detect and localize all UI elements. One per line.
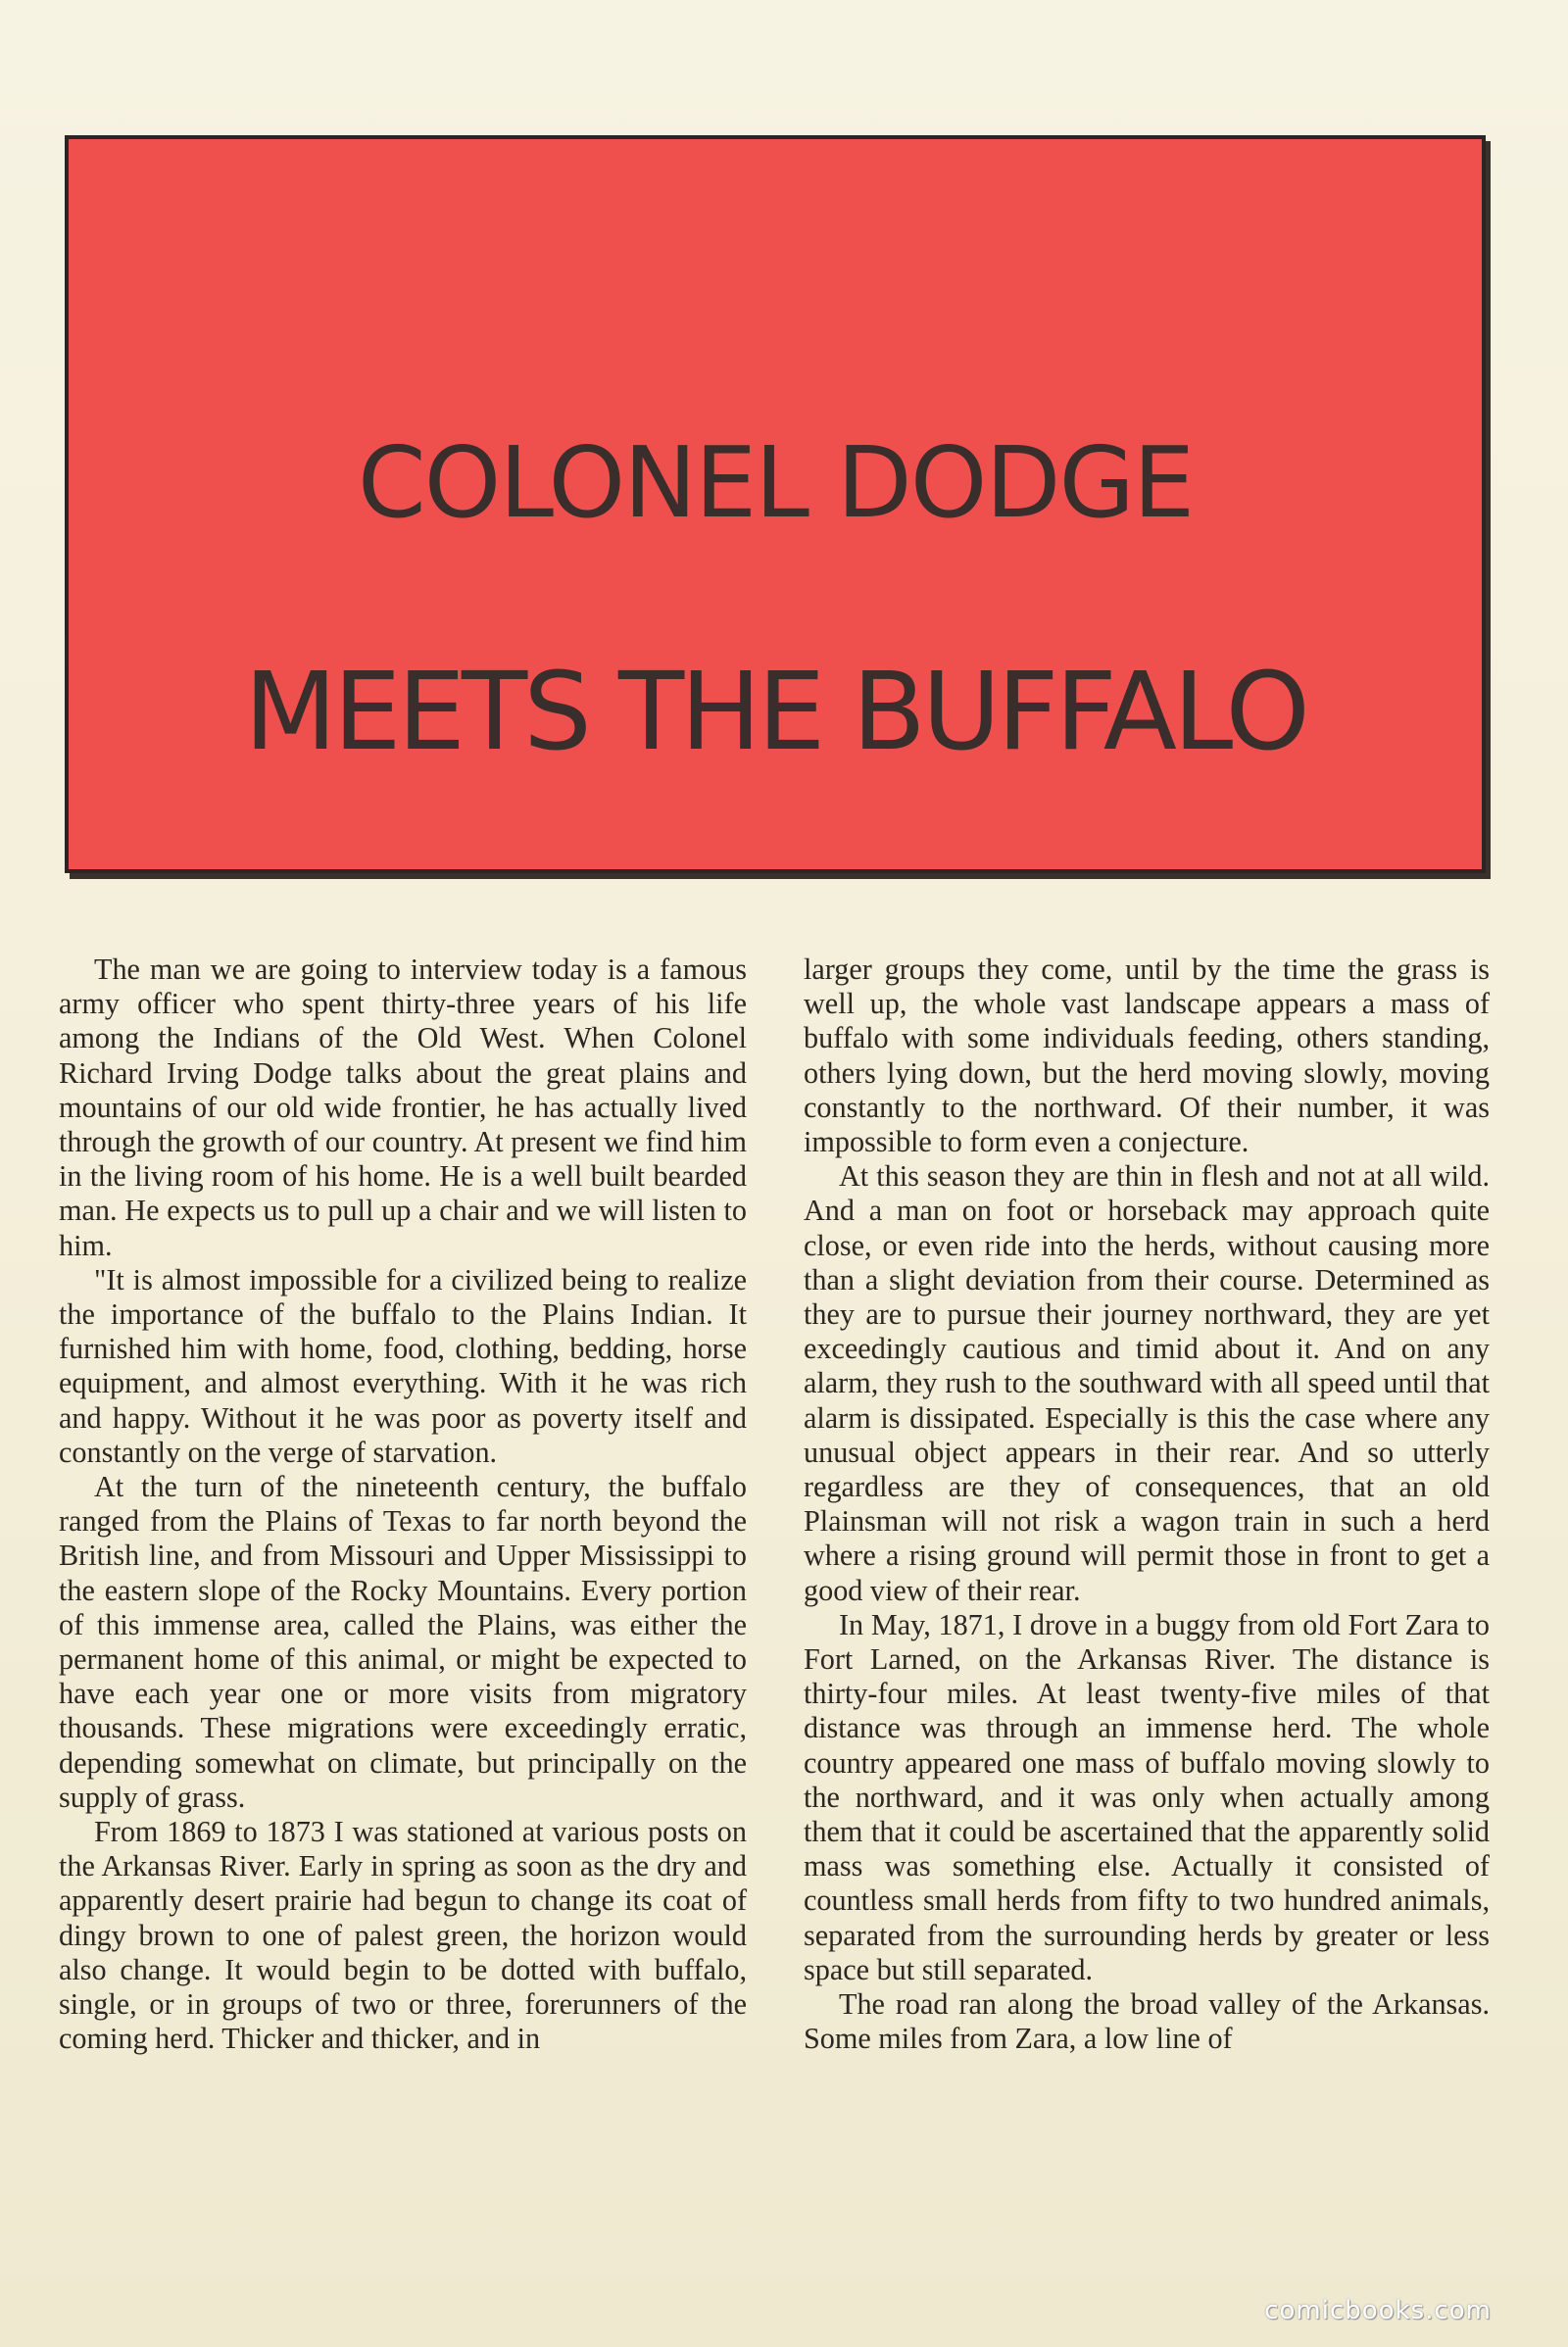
paragraph: In May, 1871, I drove in a buggy from old Fort Zara to Fort Larned, on the Arkansas River. The distance is thirty-four miles. At least twenty-five miles of that distance was through an immense herd. The whole country appeared one mass of buffalo moving slowly to the northward, and it was only when actually among them that it could be ascertained that the apparently solid mass was something else. Actually it consisted of countless small herds from fifty to two hundred animals, separated from the surrounding herds by greater or less space but still separated. — [804, 1607, 1490, 1986]
paragraph: From 1869 to 1873 I was stationed at various posts on the Arkansas River. Early in spring as soon as the dry and apparently desert prairie had begun to change its coat of dingy brown to one of palest green, the horizon would also change. It would begin to be dotted with buffalo, single, or in groups of two or three, forerunners of the coming herd. Thicker and thicker, and in — [59, 1815, 747, 2056]
paragraph-continuation: larger groups they come, until by the time the grass is well up, the whole vast landscape appears a mass of buffalo with some individuals feeding, others standing, others lying down, but the herd moving slowly, moving constantly to the northward. Of their number, it was impossible to form even a conjecture. — [804, 953, 1490, 1159]
title-line-1: COLONEL DODGE — [357, 425, 1194, 540]
title-banner — [65, 135, 1486, 873]
watermark: comicbooks.com — [1264, 2296, 1492, 2325]
paragraph: "It is almost impossible for a civilized being to realize the importance of the buffalo to the Plains Indian. It furnished him with home, food, clothing, bedding, horse equipment, and almost everything. With it he was rich and happy. Without it he was poor as poverty itself and constantly on the verge of starvation. — [59, 1262, 747, 1469]
paragraph: The road ran along the broad valley of the Arkansas. Some miles from Zara, a low line of — [804, 1987, 1490, 2056]
paragraph: At this season they are thin in flesh and not at all wild. And a man on foot or horseback may approach quite close, or even ride into the herds, without causing more than a slight deviation from their course. Determined as they are to pursue their journey northward, they are yet exceedingly cautious and timid about it. And on any alarm, they rush to the southward with all speed until that alarm is dissipated. Especially is this the case where any unusual object appears in their rear. And so utterly regardless are they of consequences, that an old Plainsman will not risk a wagon train in such a herd where a rising ground will permit those in front to get a good view of their rear. — [804, 1159, 1490, 1607]
title-line-2: MEETS THE BUFFALO — [244, 649, 1306, 774]
paragraph: The man we are going to interview today is a famous army officer who spent thirty-three years of his life among the Indians of the Old West. When Colonel Richard Irving Dodge talks about the great plains and mountains of our old wide frontier, he has actually lived through the growth of our country. At present we find him in the living room of his home. He is a well built bearded man. He expects us to pull up a chair and we will listen to him. — [59, 953, 747, 1262]
paragraph: At the turn of the nineteenth century, the buffalo ranged from the Plains of Texas to far north beyond the British line, and from Missouri and Upper Mississippi to the eastern slope of the Rocky Mountains. Every portion of this immense area, called the Plains, was either the permanent home of this animal, or might be expected to have each year one or more visits from migratory thousands. These migrations were exceedingly erratic, depending somewhat on climate, but principally on the supply of grass. — [59, 1470, 747, 1814]
left-column — [59, 953, 747, 2057]
right-column — [804, 953, 1490, 2057]
